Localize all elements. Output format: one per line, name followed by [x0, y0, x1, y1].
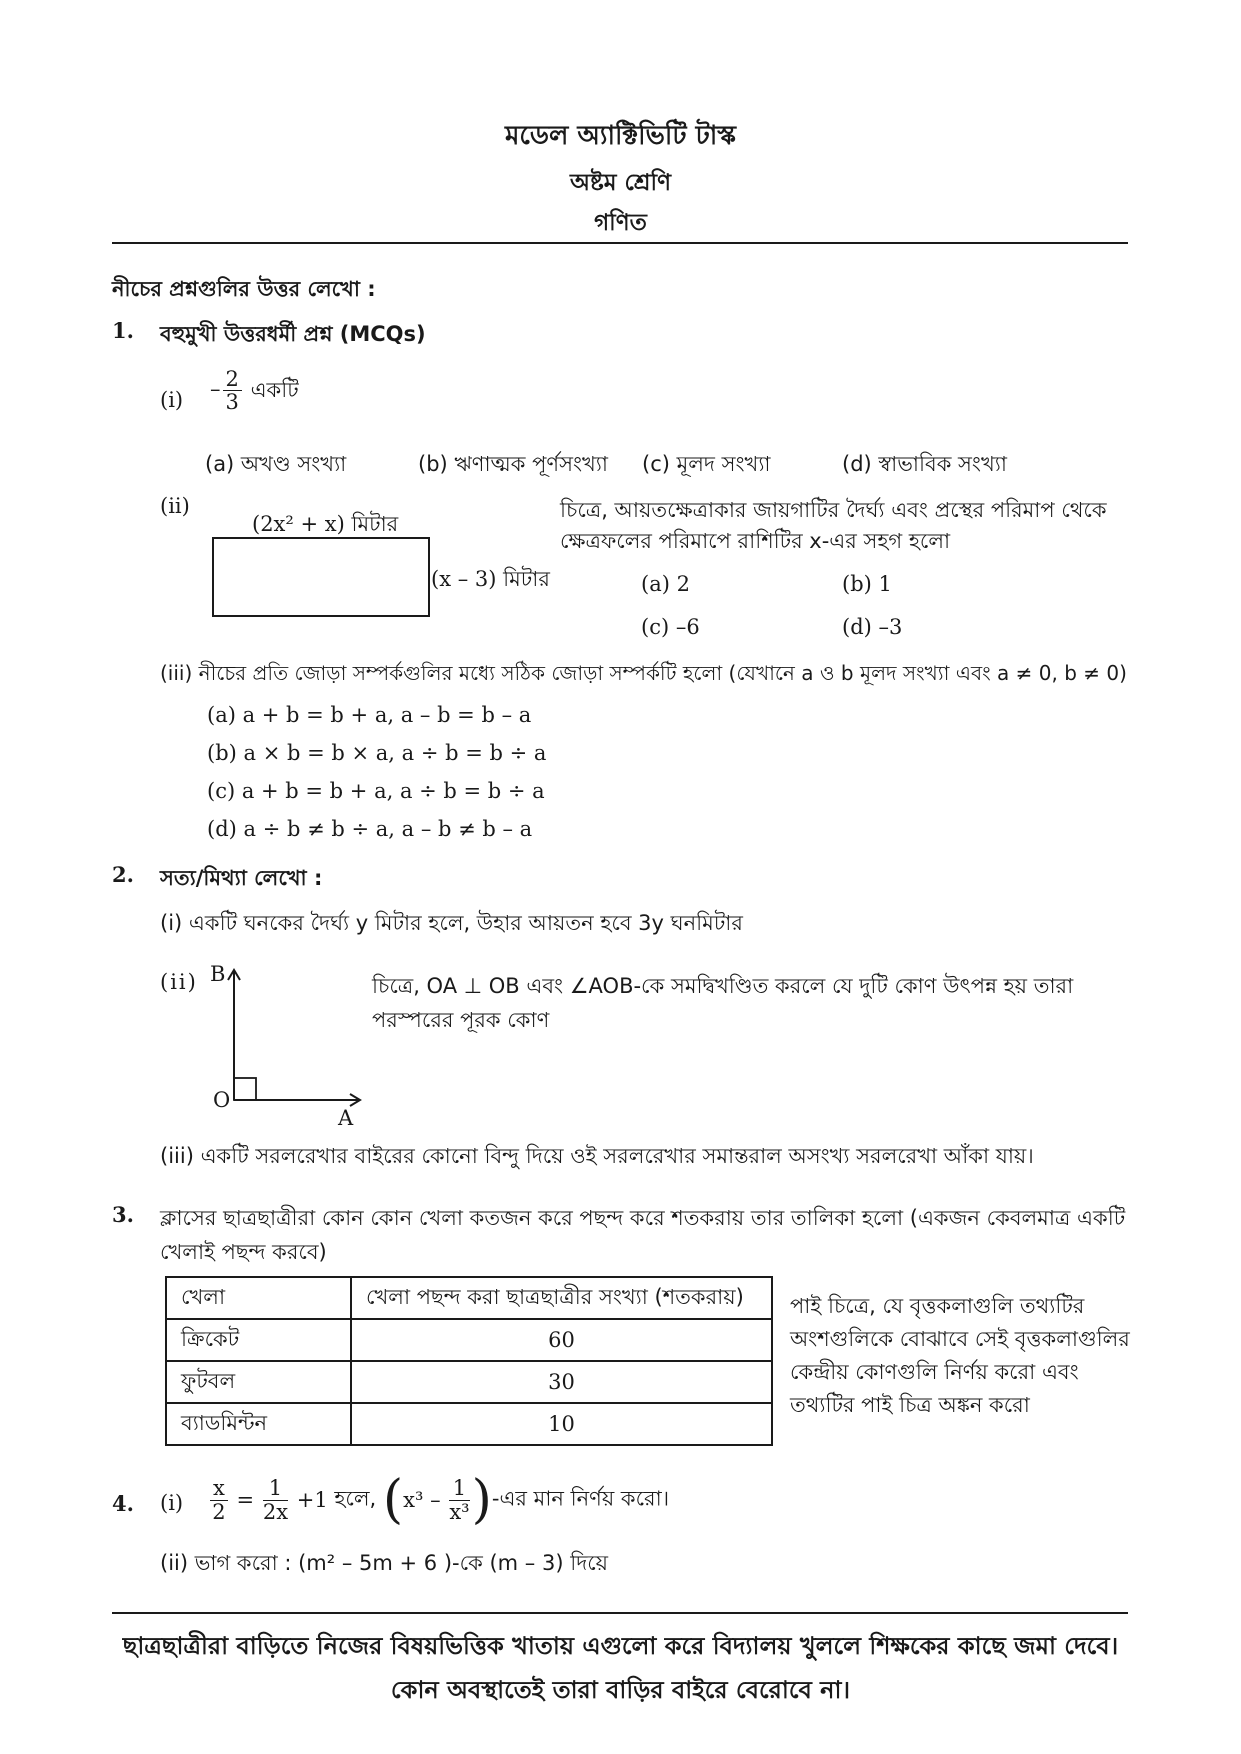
text-if: হলে, [334, 1486, 377, 1511]
header-divider [112, 242, 1128, 244]
q3-side-line1: পাই চিত্রে, যে বৃত্তকলাগুলি তথ্যটির [790, 1294, 1085, 1318]
q1-iii-option-c: (c) a + b = b + a, a ÷ b = b ÷ a [207, 779, 545, 803]
q1-i-text: একটি [250, 378, 299, 402]
q2-ii-text-line2: পরস্পরের পূরক কোণ [372, 1008, 550, 1032]
q1-iii-text: (iii) নীচের প্রতি জোড়া সম্পর্কগুলির মধ্যে সঠিক জোড়া সম্পর্কটি হলো (যেখানে a ও b মূলদ সংখ্যা এবং a ≠ 0, b ≠ 0) [160, 661, 1127, 685]
minus-sign: – [430, 1488, 441, 1512]
q1-iii-option-d: (d) a ÷ b ≠ b ÷ a, a – b ≠ b – a [207, 817, 533, 841]
rectangle-figure [212, 537, 430, 617]
q1-ii-label: (ii) [160, 494, 190, 518]
page-title: মডেল অ্যাক্টিভিটি টাস্ক [504, 121, 737, 151]
fraction-1-over-2x [263, 1477, 288, 1522]
q3-text-line2: খেলাই পছন্দ করবে) [160, 1240, 327, 1264]
q1-ii-text-line1: চিত্রে, আয়তক্ষেত্রাকার জায়গাটির দৈর্ঘ্য এবং প্রস্থের পরিমাপ থেকে [560, 498, 1107, 522]
q1-ii-option-a: (a) 2 [641, 572, 690, 596]
point-o-label: O [213, 1088, 231, 1112]
q4-number: 4. [112, 1491, 134, 1516]
equals-sign: = [236, 1488, 255, 1512]
q3-number: 3. [112, 1202, 134, 1227]
table-row [166, 1361, 772, 1403]
point-a-label: A [338, 1106, 354, 1130]
table-cell-value: 30 [351, 1361, 772, 1403]
q3-side-line2: অংশগুলিকে বোঝাবে সেই বৃত্তকলাগুলির [790, 1327, 1130, 1351]
right-angle-mark [234, 1078, 256, 1100]
fraction-x-over-2 [210, 1477, 228, 1522]
sports-table [165, 1276, 773, 1446]
q1-i-label: (i) [160, 388, 184, 412]
denominator: 2x [262, 1499, 289, 1524]
numerator: 1 [449, 1477, 469, 1500]
q2-heading: সত্য/মিথ্যা লেখো : [160, 866, 323, 890]
table-row [166, 1319, 772, 1361]
instruction: নীচের প্রশ্নগুলির উত্তর লেখো : [112, 277, 376, 301]
table-header-cell: খেলা পছন্দ করা ছাত্রছাত্রীর সংখ্যা (শতকরায়) [351, 1277, 772, 1319]
close-paren: ) [471, 1470, 492, 1530]
q1-i-expression [210, 368, 299, 413]
q1-heading: বহুমুখী উত্তরধর্মী প্রশ্ন (MCQs) [160, 322, 426, 346]
fraction [223, 368, 242, 413]
q1-ii-text-line2: ক্ষেত্রফলের পরিমাপে রাশিটির x-এর সহগ হলো [560, 529, 951, 553]
class-label: অষ্টম শ্রেণি [569, 170, 672, 196]
fraction-numerator: 2 [223, 368, 242, 391]
footer-line1: ছাত্রছাত্রীরা বাড়িতে নিজের বিষয়ভিত্তিক খাতায় এগুলো করে বিদ্যালয় খুললে শিক্ষকের কাছে জমা দেবে। [122, 1632, 1119, 1660]
table-row [166, 1403, 772, 1445]
q2-ii-text-line1: চিত্রে, OA ⊥ OB এবং ∠AOB-কে সমদ্বিখণ্ডিত করলে যে দুটি কোণ উৎপন্ন হয় তারা [372, 974, 1074, 998]
q2-number: 2. [112, 862, 134, 887]
table-header-row [166, 1277, 772, 1319]
q1-ii-option-d: (d) –3 [842, 615, 903, 639]
fraction-denominator: 3 [225, 390, 239, 415]
q2-ii-label: (ii) [160, 970, 198, 994]
q1-iii-option-b: (b) a × b = b × a, a ÷ b = b ÷ a [207, 741, 547, 765]
table-cell-sport: ব্যাডমিন্টন [166, 1403, 351, 1445]
q3-text-line1: ক্লাসের ছাত্রছাত্রীরা কোন কোন খেলা কতজন করে পছন্দ করে শতকরায় তার তালিকা হলো (একজন কেবলমাত্র একটি [160, 1206, 1126, 1230]
numerator: x [210, 1477, 228, 1500]
q1-ii-option-c: (c) –6 [641, 615, 700, 639]
q1-i-option-a: (a) অখণ্ড সংখ্যা [205, 452, 347, 476]
q4-i-label: (i) [160, 1491, 184, 1515]
table-header-cell: খেলা [166, 1277, 351, 1319]
q1-i-option-d: (d) স্বাভাবিক সংখ্যা [842, 452, 1007, 476]
q1-number: 1. [112, 318, 134, 343]
rectangle-length-label: (2x² + x) মিটার [252, 512, 399, 536]
subject-label: গণিত [594, 210, 647, 236]
plus-one: +1 [296, 1488, 328, 1512]
q3-side-line4: তথ্যটির পাই চিত্র অঙ্কন করো [790, 1393, 1030, 1417]
denominator: x³ [449, 1499, 470, 1524]
numerator: 1 [263, 1477, 288, 1500]
q2-iii-text: (iii) একটি সরলরেখার বাইরের কোনো বিন্দু দিয়ে ওই সরলরেখার সমান্তরাল অসংখ্য সরলরেখা আঁকা যায়। [160, 1144, 1034, 1168]
minus-sign: – [210, 377, 221, 402]
q4-i-expression [208, 1470, 669, 1530]
footer-divider [112, 1612, 1128, 1614]
q1-i-option-c: (c) মূলদ সংখ্যা [642, 452, 771, 476]
point-b-label: B [210, 962, 226, 986]
table-cell-sport: ক্রিকেট [166, 1319, 351, 1361]
x-cubed: x³ [403, 1488, 424, 1512]
q3-side-line3: কেন্দ্রীয় কোণগুলি নির্ণয় করো এবং [790, 1360, 1079, 1384]
open-paren: ( [382, 1470, 404, 1530]
fraction-1-over-x-cubed [449, 1477, 469, 1522]
text-find-value: -এর মান নির্ণয় করো। [491, 1486, 670, 1511]
table-cell-value: 10 [351, 1403, 772, 1445]
table-cell-value: 60 [351, 1319, 772, 1361]
denominator: 2 [212, 1499, 226, 1524]
footer-line2: কোন অবস্থাতেই তারা বাড়ির বাইরে বেরোবে না। [390, 1676, 851, 1704]
table-cell-sport: ফুটবল [166, 1361, 351, 1403]
q4-ii-text: (ii) ভাগ করো : (m² – 5m + 6 )-কে (m – 3) দিয়ে [160, 1551, 609, 1575]
q1-ii-option-b: (b) 1 [842, 572, 892, 596]
rectangle-width-label: (x – 3) মিটার [431, 567, 550, 591]
q2-i-text: (i) একটি ঘনকের দৈর্ঘ্য y মিটার হলে, উহার আয়তন হবে 3y ঘনমিটার [160, 911, 743, 935]
q1-i-option-b: (b) ঋণাত্মক পূর্ণসংখ্যা [418, 452, 608, 476]
q1-iii-option-a: (a) a + b = b + a, a – b = b – a [207, 703, 532, 727]
